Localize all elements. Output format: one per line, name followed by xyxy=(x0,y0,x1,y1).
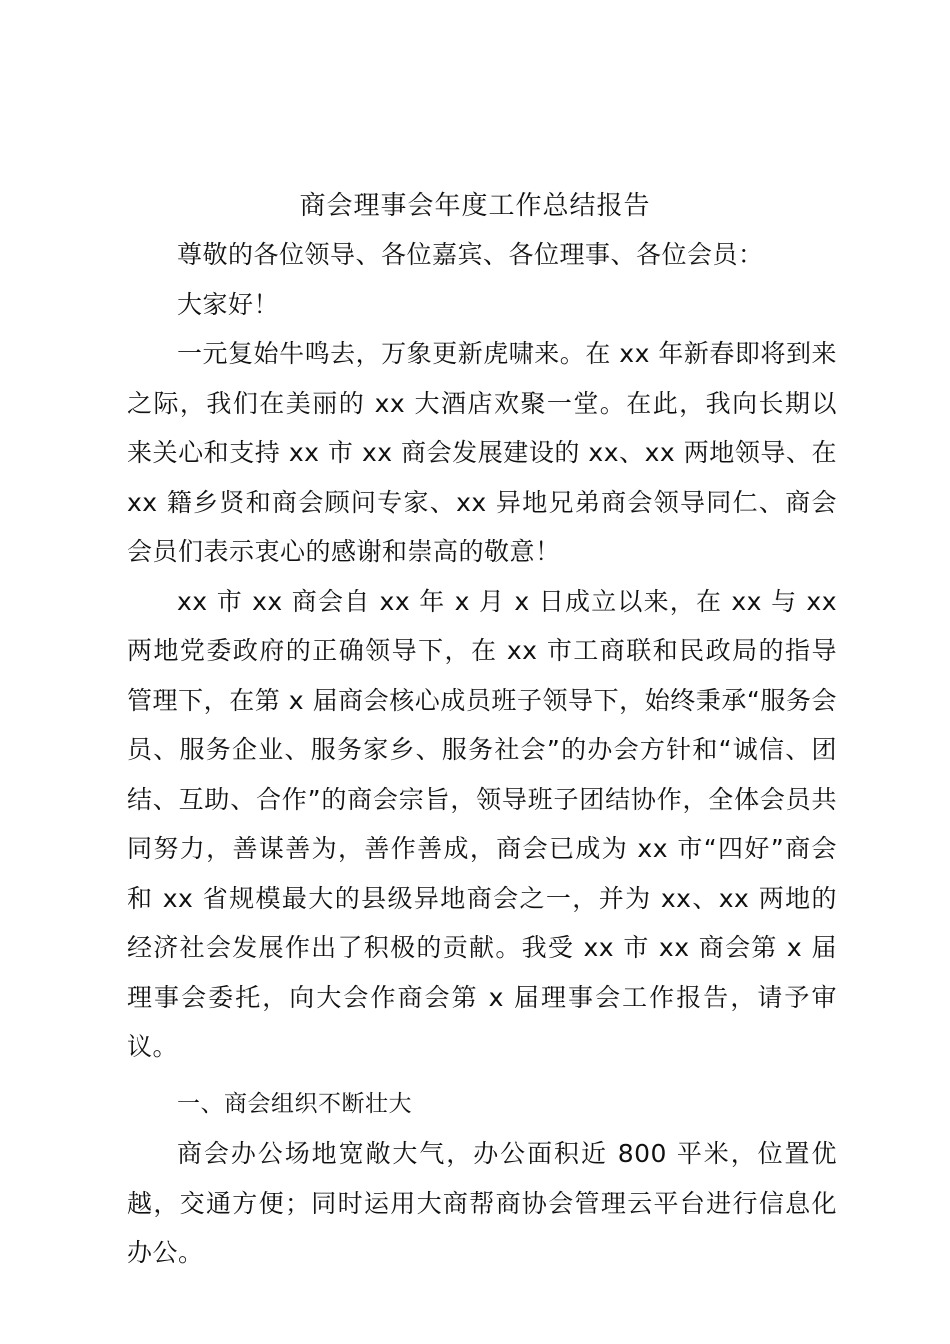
paragraph-history: xx 市 xx 商会自 xx 年 x 月 x 日成立以来，在 xx 与 xx 两地党委政府的正确领导下，在 xx 市工商联和民政局的指导管理下，在第 x 届商会核心成员班子领导下，始终秉承“服务会员、服务企业、服务家乡、服务社会”的办会方针和“诚信、团结、互助、合作”的商会宗旨，领导班子团结协作，全体会员共同努力，善谋善为，善作善成，商会已成为 xx 市“四好”商会和 xx 省规模最大的县级异地商会之一，并为 xx、xx 两地的经济社会发展作出了积极的贡献。我受 xx 市 xx 商会第 x 届理事会委托，向大会作商会第 x 届理事会工作报告，请予审议。 xyxy=(127,586,837,1061)
section-paragraph: 商会办公场地宽敞大气，办公面积近 800 平米，位置优越，交通方便；同时运用大商帮商协会管理云平台进行信息化办公。 xyxy=(127,1139,837,1267)
document-body xyxy=(127,230,837,1278)
paragraph-opening: 一元复始牛鸣去，万象更新虎啸来。在 xx 年新春即将到来之际，我们在美丽的 xx 大酒店欢聚一堂。在此，我向长期以来关心和支持 xx 市 xx 商会发展建设的 xx、xx 两地领导、在 xx 籍乡贤和商会顾问专家、xx 异地兄弟商会领导同仁、商会会员们表示衷心的感谢和崇高的敬意！ xyxy=(127,339,837,566)
document-title: 商会理事会年度工作总结报告 xyxy=(299,191,651,221)
section-heading: 一、商会组织不断壮大 xyxy=(177,1090,412,1117)
greeting: 大家好！ xyxy=(177,289,280,319)
salutation: 尊敬的各位领导、各位嘉宾、各位理事、各位会员： xyxy=(177,240,764,269)
